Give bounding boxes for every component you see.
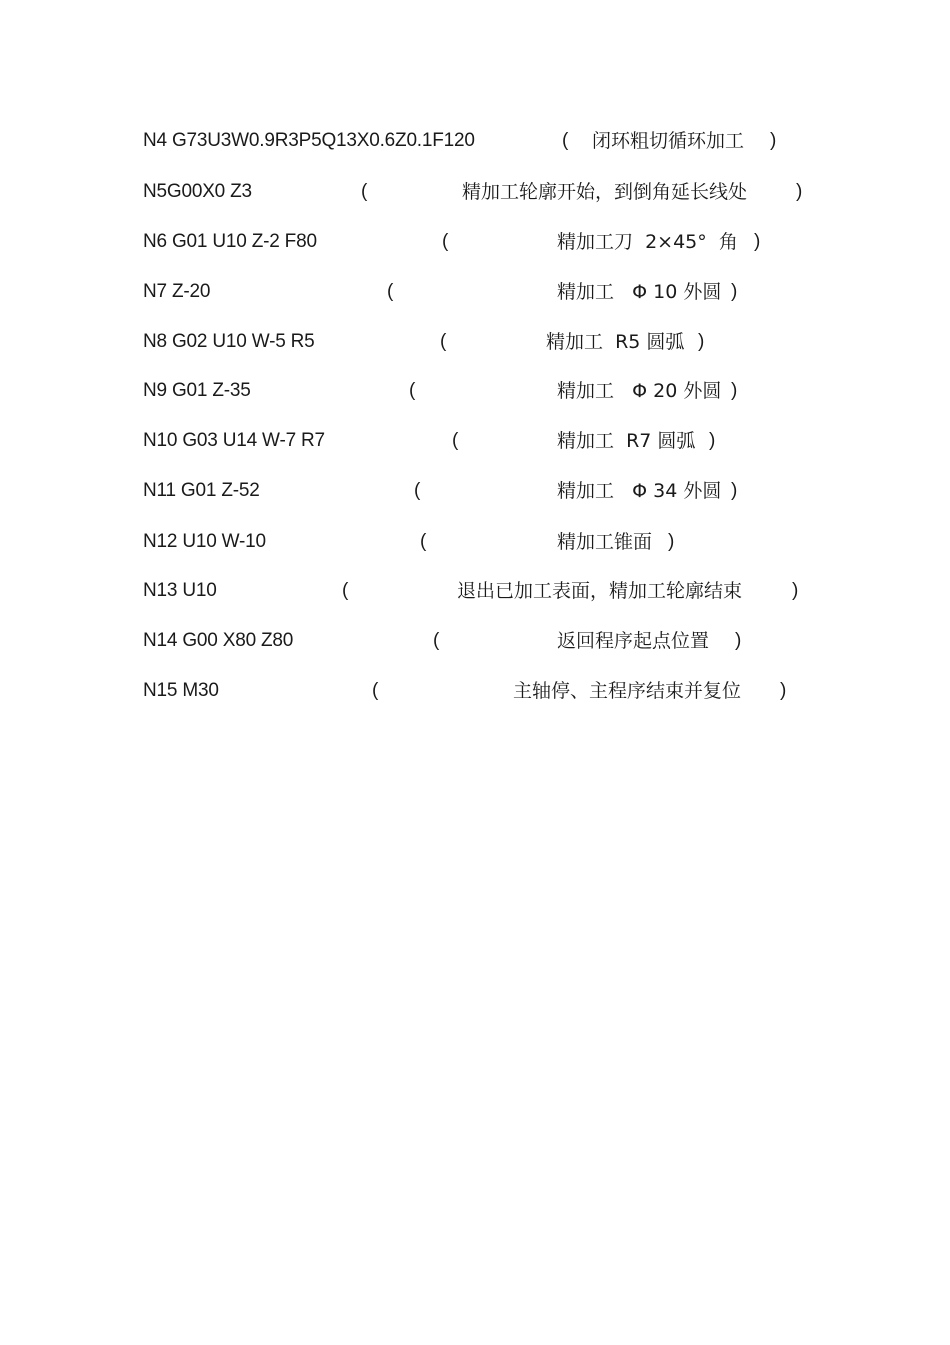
program-line-n10 [0, 426, 950, 456]
comment-text: 闭环粗切循环加工 [592, 130, 745, 152]
close-paren: ) [731, 380, 738, 401]
open-paren: ( [414, 480, 421, 501]
nc-code: N12 U10 W-10 [143, 531, 266, 552]
comment-text: 返回程序起点位置 [557, 630, 710, 652]
open-paren: ( [372, 680, 379, 701]
nc-code: N4 G73U3W0.9R3P5Q13X0.6Z0.1F120 [143, 130, 475, 151]
open-paren: ( [433, 630, 440, 651]
nc-code: N11 G01 Z-52 [143, 480, 260, 501]
program-line-n5 [0, 177, 950, 207]
nc-code: N7 Z-20 [143, 281, 211, 302]
comment-text: 精加工锥面 [557, 531, 653, 553]
close-paren: ) [709, 430, 716, 451]
program-line-n4 [0, 126, 950, 156]
close-paren: ) [731, 480, 738, 501]
program-line-n8 [0, 327, 950, 357]
nc-code: N15 M30 [143, 680, 219, 701]
nc-code: N6 G01 U10 Z-2 F80 [143, 231, 317, 252]
open-paren: ( [420, 531, 427, 552]
close-paren: ) [698, 331, 705, 352]
comment-text: 主轴停、主程序结束并复位 [513, 680, 742, 702]
program-line-n13 [0, 576, 950, 606]
comment-text: 精加工刀 2×45° 角 [557, 231, 738, 253]
close-paren: ) [796, 181, 803, 202]
close-paren: ) [792, 580, 799, 601]
open-paren: ( [387, 281, 394, 302]
program-line-n9 [0, 376, 950, 406]
close-paren: ) [754, 231, 761, 252]
comment-text: 退出已加工表面，精加工轮廓结束 [457, 580, 743, 602]
comment-text: 精加工 Φ 20 外圆 [557, 380, 722, 402]
open-paren: ( [440, 331, 447, 352]
program-line-n7 [0, 277, 950, 307]
program-line-n14 [0, 626, 950, 656]
close-paren: ) [735, 630, 742, 651]
nc-code: N10 G03 U14 W-7 R7 [143, 430, 325, 451]
comment-text: 精加工 R5 圆弧 [546, 331, 685, 353]
close-paren: ) [668, 531, 675, 552]
open-paren: ( [409, 380, 416, 401]
program-line-n6 [0, 227, 950, 257]
program-line-n12 [0, 527, 950, 557]
nc-code: N14 G00 X80 Z80 [143, 630, 294, 651]
comment-text: 精加工 R7 圆弧 [557, 430, 696, 452]
open-paren: ( [361, 181, 368, 202]
nc-code: N8 G02 U10 W-5 R5 [143, 331, 315, 352]
open-paren: ( [442, 231, 449, 252]
comment-text: 精加工 Φ 34 外圆 [557, 480, 722, 502]
nc-code: N9 G01 Z-35 [143, 380, 251, 401]
nc-code: N5G00X0 Z3 [143, 181, 252, 202]
comment-text: 精加工轮廓开始，到倒角延长线处 [462, 181, 748, 203]
nc-code: N13 U10 [143, 580, 217, 601]
open-paren: ( [562, 130, 569, 151]
close-paren: ) [770, 130, 777, 151]
close-paren: ) [780, 680, 787, 701]
program-line-n15 [0, 676, 950, 706]
open-paren: ( [342, 580, 349, 601]
close-paren: ) [731, 281, 738, 302]
comment-text: 精加工 Φ 10 外圆 [557, 281, 722, 303]
program-line-n11 [0, 476, 950, 506]
open-paren: ( [452, 430, 459, 451]
